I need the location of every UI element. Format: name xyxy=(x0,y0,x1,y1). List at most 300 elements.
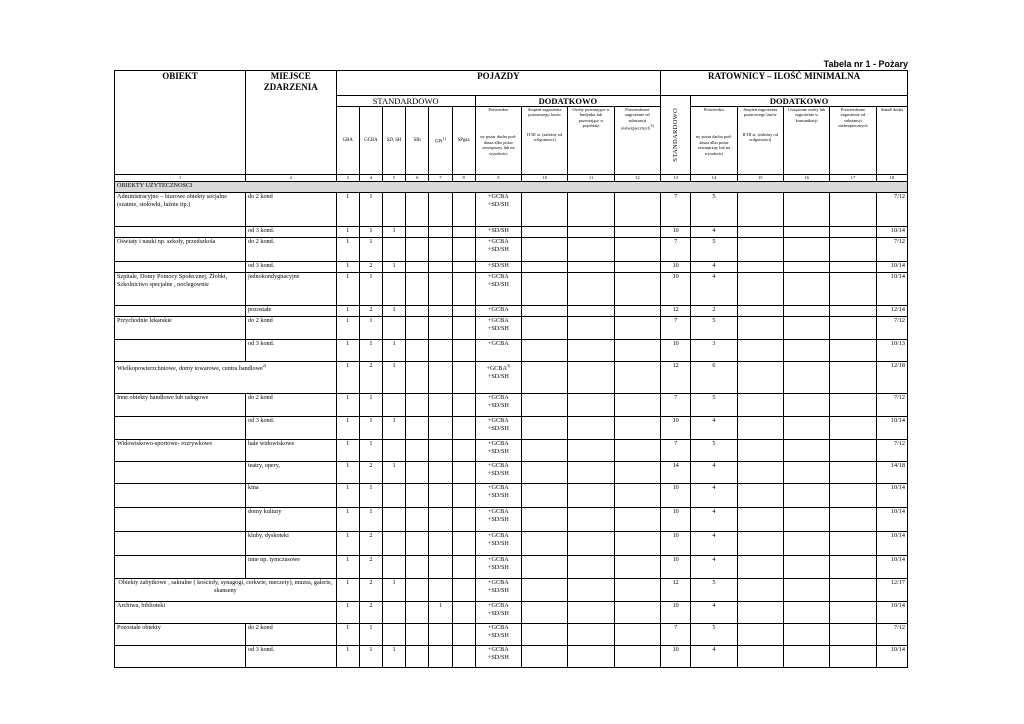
gpr-cell xyxy=(429,417,452,440)
spgaz-cell xyxy=(452,193,475,227)
empty-cell xyxy=(522,362,568,394)
gcba-cell: 1 xyxy=(359,440,382,462)
additional-rescuers-cell: 5 xyxy=(691,440,737,462)
standard-rescuers-cell: 7 xyxy=(661,440,691,462)
empty-cell xyxy=(614,262,660,273)
standard-rescuers-cell: 10 xyxy=(661,602,691,624)
column-number: 16 xyxy=(783,175,829,182)
empty-cell xyxy=(614,238,660,262)
empty-cell xyxy=(737,556,783,579)
srt-cell xyxy=(406,624,429,646)
header-stand-dodat: Stand/ dodat xyxy=(876,107,907,175)
dodatkowo-vehicles-cell: +GCBA +SD/SH xyxy=(475,193,521,227)
empty-cell xyxy=(783,624,829,646)
gcba-cell: 2 xyxy=(359,462,382,484)
miejsce-cell: od 3 kond. xyxy=(245,417,336,440)
gpr-cell xyxy=(429,262,452,273)
obiekt-cell xyxy=(115,340,246,362)
empty-cell xyxy=(737,394,783,417)
section-row xyxy=(115,182,908,193)
standard-rescuers-cell: 7 xyxy=(661,624,691,646)
additional-rescuers-cell: 4 xyxy=(691,227,737,238)
column-number: 9 xyxy=(475,175,521,182)
empty-cell xyxy=(614,508,660,532)
gcba-cell: 1 xyxy=(359,508,382,532)
empty-cell xyxy=(830,462,876,484)
gcba-cell: 2 xyxy=(359,262,382,273)
column-number: 3 xyxy=(336,175,359,182)
spgaz-cell xyxy=(452,484,475,508)
additional-rescuers-cell: 4 xyxy=(691,462,737,484)
additional-rescuers-cell: 5 xyxy=(691,579,737,602)
obiekt-cell: Oświaty i nauki np. szkoły, przedszkola xyxy=(115,238,246,262)
gpr-cell xyxy=(429,362,452,394)
empty-cell xyxy=(568,602,614,624)
empty-cell xyxy=(522,508,568,532)
header-stopien-zagrozenia: Stopień zagrożenia pożarowego lasów II-III st. (zależny od wilgotności) xyxy=(522,107,568,175)
column-number: 18 xyxy=(876,175,907,182)
header-spgaz: SPgaz xyxy=(452,107,475,175)
gba-cell: 1 xyxy=(336,602,359,624)
empty-cell xyxy=(783,462,829,484)
empty-cell xyxy=(568,394,614,417)
column-number: 10 xyxy=(522,175,568,182)
gcba-cell: 1 xyxy=(359,624,382,646)
empty-cell xyxy=(830,317,876,340)
srt-cell xyxy=(406,579,429,602)
empty-cell xyxy=(522,238,568,262)
empty-cell xyxy=(522,317,568,340)
empty-cell xyxy=(737,462,783,484)
empty-cell xyxy=(568,624,614,646)
stand-dodat-cell: 7/12 xyxy=(876,317,907,340)
empty-cell xyxy=(830,262,876,273)
empty-cell xyxy=(830,579,876,602)
obiekt-cell: Administracyjno – biurowe obiekty socjalne (szatnie, stołówki, łaźnie itp.) xyxy=(115,193,246,227)
additional-rescuers-cell: 4 xyxy=(691,532,737,556)
empty-cell xyxy=(522,462,568,484)
sd-sh-cell: 1 xyxy=(382,646,405,668)
column-number: 11 xyxy=(568,175,614,182)
empty-cell xyxy=(783,556,829,579)
sd-sh-cell: 1 xyxy=(382,262,405,273)
stand-dodat-cell: 10/14 xyxy=(876,262,907,273)
additional-rescuers-cell: 2 xyxy=(691,306,737,317)
dodatkowo-vehicles-cell: +GCBA +SD/SH xyxy=(475,556,521,579)
table-row xyxy=(115,556,908,579)
gba-cell: 1 xyxy=(336,556,359,579)
dodatkowo-vehicles-cell: +GCBA +SD/SH xyxy=(475,579,521,602)
gpr-cell xyxy=(429,440,452,462)
spgaz-cell xyxy=(452,646,475,668)
standard-rescuers-cell: 7 xyxy=(661,193,691,227)
header-sd-sh: SD, SH xyxy=(382,107,405,175)
srt-cell xyxy=(406,193,429,227)
dodatkowo-vehicles-cell: +GCBA +SD/SH xyxy=(475,624,521,646)
sd-sh-cell xyxy=(382,624,405,646)
additional-rescuers-cell: 4 xyxy=(691,646,737,668)
table-row xyxy=(115,227,908,238)
header-miejsce: MIEJSCE ZDARZENIA xyxy=(245,71,336,175)
obiekt-cell: Przychodnie lekarskie xyxy=(115,317,246,340)
empty-cell xyxy=(783,238,829,262)
srt-cell xyxy=(406,238,429,262)
gba-cell: 1 xyxy=(336,227,359,238)
obiekt-cell: Szpitale, Domy Pomocy Społecznej, Żłobki, Szkolnictwo specjalne , noclegownie xyxy=(115,273,246,306)
dodatkowo-vehicles-cell: $+GCBA^{3)}$ +SD/SH xyxy=(475,362,521,394)
column-number: 13 xyxy=(661,175,691,182)
additional-rescuers-cell: 5 xyxy=(691,624,737,646)
dodatkowo-vehicles-cell: +GCBA +SD/SH xyxy=(475,462,521,484)
obiekt-cell: Wielkopowierzchniowe, domy towarowe, centra handlowe$^{2)}$ xyxy=(115,362,337,394)
header-rat-stopien: Stopień zagrożenia pożarowego lasów II-III st. (zależny od wilgotności) xyxy=(737,107,783,175)
empty-cell xyxy=(522,556,568,579)
miejsce-cell: kina xyxy=(245,484,336,508)
empty-cell xyxy=(737,508,783,532)
table-row xyxy=(115,417,908,440)
stand-dodat-cell: 10/13 xyxy=(876,340,907,362)
sd-sh-cell: 1 xyxy=(382,417,405,440)
obiekt-cell xyxy=(115,508,246,532)
empty-cell xyxy=(830,602,876,624)
sd-sh-cell: 1 xyxy=(382,362,405,394)
empty-cell xyxy=(737,602,783,624)
sd-sh-cell xyxy=(382,484,405,508)
empty-cell xyxy=(522,484,568,508)
empty-cell xyxy=(568,227,614,238)
obiekt-cell: Archiwa, biblioteki xyxy=(115,602,337,624)
empty-cell xyxy=(783,340,829,362)
table-caption: Tabela nr 1 - Pożary xyxy=(823,59,908,69)
standard-rescuers-cell: 7 xyxy=(661,317,691,340)
gba-cell: 1 xyxy=(336,624,359,646)
header-rat-pozar-dachu: Potwierdzo ny pożar dachu pod-dasza albo pożar zewnętrzny lub na wysokości xyxy=(691,107,737,175)
additional-rescuers-cell: 3 xyxy=(691,340,737,362)
standard-rescuers-cell: 10 xyxy=(661,417,691,440)
standard-rescuers-cell: 10 xyxy=(661,273,691,306)
spgaz-cell xyxy=(452,394,475,417)
stand-dodat-cell: 12/18 xyxy=(876,362,907,394)
header-pozar-dachu: Potwierdzo ny pożar dachu pod-dasza albo pożar zewnętrzny lub na wysokości xyxy=(475,107,521,175)
gpr-cell xyxy=(429,508,452,532)
stand-dodat-cell: 7/12 xyxy=(876,440,907,462)
additional-rescuers-cell: 4 xyxy=(691,273,737,306)
gpr-cell xyxy=(429,340,452,362)
sd-sh-cell xyxy=(382,394,405,417)
empty-cell xyxy=(568,306,614,317)
table-row xyxy=(115,462,908,484)
spgaz-cell xyxy=(452,273,475,306)
sd-sh-cell: 1 xyxy=(382,340,405,362)
stand-dodat-cell: 7/12 xyxy=(876,624,907,646)
additional-rescuers-cell: 6 xyxy=(691,362,737,394)
dodatkowo-vehicles-cell: +GCBA +SD/SH xyxy=(475,508,521,532)
dodatkowo-vehicles-cell: +GCBA +SD/SH xyxy=(475,317,521,340)
empty-cell xyxy=(568,238,614,262)
gcba-cell: 2 xyxy=(359,532,382,556)
empty-cell xyxy=(783,532,829,556)
fire-response-table xyxy=(114,70,908,668)
obiekt-cell xyxy=(115,646,246,668)
empty-cell xyxy=(522,602,568,624)
srt-cell xyxy=(406,508,429,532)
empty-cell xyxy=(737,417,783,440)
obiekt-cell: Obiekty zabytkowe , sakralne ( kościoły, synagogi, cerkwie, meczety), muzea, galerie, skanseny xyxy=(115,579,337,602)
empty-cell xyxy=(830,394,876,417)
miejsce-cell: jednokondygnacyjne xyxy=(245,273,336,306)
sd-sh-cell xyxy=(382,273,405,306)
header-standardowo: STANDARDOWO xyxy=(336,96,475,107)
empty-cell xyxy=(783,602,829,624)
additional-rescuers-cell: 4 xyxy=(691,556,737,579)
gba-cell: 1 xyxy=(336,238,359,262)
empty-cell xyxy=(737,440,783,462)
miejsce-cell: domy kultury xyxy=(245,508,336,532)
spgaz-cell xyxy=(452,238,475,262)
obiekt-cell xyxy=(115,417,246,440)
stand-dodat-cell: 10/14 xyxy=(876,556,907,579)
empty-cell xyxy=(737,193,783,227)
obiekt-cell xyxy=(115,462,246,484)
empty-cell xyxy=(614,532,660,556)
empty-cell xyxy=(830,340,876,362)
dodatkowo-vehicles-cell: +GCBA +SD/SH xyxy=(475,646,521,668)
srt-cell xyxy=(406,602,429,624)
empty-cell xyxy=(522,440,568,462)
gcba-cell: 1 xyxy=(359,340,382,362)
header-obiekt: OBIEKT xyxy=(115,71,246,175)
obiekt-cell xyxy=(115,484,246,508)
gba-cell: 1 xyxy=(336,193,359,227)
miejsce-cell: do 2 kond xyxy=(245,193,336,227)
empty-cell xyxy=(830,508,876,532)
column-number-row xyxy=(115,175,908,182)
empty-cell xyxy=(568,532,614,556)
header-rat-uwiezione: Uwięzione osoby lub zagrożenie w komunikacji xyxy=(783,107,829,175)
gpr-cell xyxy=(429,317,452,340)
empty-cell xyxy=(614,556,660,579)
empty-cell xyxy=(614,193,660,227)
gba-cell: 1 xyxy=(336,646,359,668)
gpr-cell xyxy=(429,238,452,262)
empty-cell xyxy=(737,362,783,394)
dodatkowo-vehicles-cell: +GCBA +SD/SH xyxy=(475,602,521,624)
gba-cell: 1 xyxy=(336,579,359,602)
srt-cell xyxy=(406,394,429,417)
empty-cell xyxy=(568,646,614,668)
empty-cell xyxy=(614,602,660,624)
empty-cell xyxy=(568,273,614,306)
standard-rescuers-cell: 10 xyxy=(661,340,691,362)
stand-dodat-cell: 12/14 xyxy=(876,306,907,317)
empty-cell xyxy=(568,462,614,484)
miejsce-cell: hale widowiskowe xyxy=(245,440,336,462)
srt-cell xyxy=(406,532,429,556)
empty-cell xyxy=(614,340,660,362)
empty-cell xyxy=(568,417,614,440)
miejsce-cell: kluby, dyskoteki xyxy=(245,532,336,556)
gcba-cell: 1 xyxy=(359,317,382,340)
additional-rescuers-cell: 5 xyxy=(691,238,737,262)
additional-rescuers-cell: 4 xyxy=(691,602,737,624)
srt-cell xyxy=(406,306,429,317)
miejsce-cell: od 3 kond. xyxy=(245,262,336,273)
spgaz-cell xyxy=(452,532,475,556)
stand-dodat-cell: 10/14 xyxy=(876,227,907,238)
empty-cell xyxy=(783,306,829,317)
sd-sh-cell xyxy=(382,556,405,579)
standard-rescuers-cell: 12 xyxy=(661,306,691,317)
empty-cell xyxy=(614,624,660,646)
obiekt-cell xyxy=(115,532,246,556)
gpr-cell xyxy=(429,624,452,646)
dodatkowo-vehicles-cell: +SD/SH xyxy=(475,262,521,273)
gpr-cell xyxy=(429,193,452,227)
srt-cell xyxy=(406,646,429,668)
gcba-cell: 1 xyxy=(359,484,382,508)
additional-rescuers-cell: 5 xyxy=(691,317,737,340)
dodatkowo-vehicles-cell: +GCBA +SD/SH xyxy=(475,394,521,417)
empty-cell xyxy=(783,227,829,238)
empty-cell xyxy=(783,262,829,273)
obiekt-cell: Pozostałe obiekty xyxy=(115,624,246,646)
empty-cell xyxy=(568,193,614,227)
sd-sh-cell xyxy=(382,440,405,462)
gba-cell: 1 xyxy=(336,306,359,317)
stand-dodat-cell: 7/12 xyxy=(876,193,907,227)
dodatkowo-vehicles-cell: +GCBA xyxy=(475,340,521,362)
standard-rescuers-cell: 10 xyxy=(661,646,691,668)
empty-cell xyxy=(830,646,876,668)
column-number: 17 xyxy=(830,175,876,182)
empty-cell xyxy=(830,624,876,646)
gpr-cell xyxy=(429,306,452,317)
srt-cell xyxy=(406,262,429,273)
gpr-cell: 1 xyxy=(429,602,452,624)
empty-cell xyxy=(737,317,783,340)
empty-cell xyxy=(737,273,783,306)
table-row xyxy=(115,532,908,556)
dodatkowo-vehicles-cell: +SD/SH xyxy=(475,227,521,238)
gba-cell: 1 xyxy=(336,440,359,462)
additional-rescuers-cell: 4 xyxy=(691,484,737,508)
empty-cell xyxy=(568,362,614,394)
standard-rescuers-cell: 12 xyxy=(661,579,691,602)
header-standardowo-vertical: STANDARDOWO xyxy=(661,96,691,175)
header-dodatkowo: DODATKOWO xyxy=(475,96,660,107)
empty-cell xyxy=(830,417,876,440)
empty-cell xyxy=(737,306,783,317)
sd-sh-cell xyxy=(382,532,405,556)
column-number: 4 xyxy=(359,175,382,182)
additional-rescuers-cell: 4 xyxy=(691,262,737,273)
empty-cell xyxy=(522,273,568,306)
gcba-cell: 1 xyxy=(359,394,382,417)
spgaz-cell xyxy=(452,602,475,624)
empty-cell xyxy=(568,484,614,508)
empty-cell xyxy=(737,624,783,646)
header-gpr: GPr$^{1)}$ xyxy=(429,107,452,175)
header-pojazdy: POJAZDY xyxy=(336,71,660,96)
gba-cell: 1 xyxy=(336,273,359,306)
empty-cell xyxy=(568,440,614,462)
empty-cell xyxy=(783,317,829,340)
empty-cell xyxy=(783,579,829,602)
empty-cell xyxy=(737,340,783,362)
empty-cell xyxy=(783,440,829,462)
obiekt-cell xyxy=(115,262,246,273)
stand-dodat-cell: 12/17 xyxy=(876,579,907,602)
standard-rescuers-cell: 7 xyxy=(661,238,691,262)
table-row xyxy=(115,238,908,262)
header-osoby-pozostajace: Osoby pozostające w budynku lub pozostające w pojeździe xyxy=(568,107,614,175)
column-number: 14 xyxy=(691,175,737,182)
srt-cell xyxy=(406,440,429,462)
stand-dodat-cell: 10/14 xyxy=(876,417,907,440)
dodatkowo-vehicles-cell: +GCBA +SD/SH xyxy=(475,532,521,556)
table-row xyxy=(115,193,908,227)
srt-cell xyxy=(406,417,429,440)
empty-cell xyxy=(783,193,829,227)
sd-sh-cell: 1 xyxy=(382,306,405,317)
standard-rescuers-cell: 12 xyxy=(661,362,691,394)
additional-rescuers-cell: 4 xyxy=(691,417,737,440)
empty-cell xyxy=(830,484,876,508)
dodatkowo-vehicles-cell: +GCBA +SD/SH xyxy=(475,484,521,508)
spgaz-cell xyxy=(452,579,475,602)
empty-cell xyxy=(783,417,829,440)
gpr-cell xyxy=(429,273,452,306)
gcba-cell: 1 xyxy=(359,227,382,238)
standard-rescuers-cell: 10 xyxy=(661,532,691,556)
gcba-cell: 1 xyxy=(359,238,382,262)
sd-sh-cell xyxy=(382,193,405,227)
spgaz-cell xyxy=(452,417,475,440)
gba-cell: 1 xyxy=(336,508,359,532)
miejsce-cell: teatry, opery, xyxy=(245,462,336,484)
table-row xyxy=(115,362,908,394)
table-row xyxy=(115,579,908,602)
empty-cell xyxy=(522,624,568,646)
empty-cell xyxy=(522,579,568,602)
obiekt-cell xyxy=(115,306,246,317)
gcba-cell: 2 xyxy=(359,556,382,579)
table-row xyxy=(115,306,908,317)
miejsce-cell: od 3 kond. xyxy=(245,227,336,238)
miejsce-cell: do 2 kond xyxy=(245,624,336,646)
srt-cell xyxy=(406,340,429,362)
gcba-cell: 1 xyxy=(359,646,382,668)
spgaz-cell xyxy=(452,624,475,646)
empty-cell xyxy=(783,273,829,306)
srt-cell xyxy=(406,462,429,484)
stand-dodat-cell: 10/14 xyxy=(876,602,907,624)
miejsce-cell: do 2 kond xyxy=(245,317,336,340)
empty-cell xyxy=(568,579,614,602)
gpr-cell xyxy=(429,462,452,484)
gcba-cell: 2 xyxy=(359,362,382,394)
empty-cell xyxy=(830,362,876,394)
column-number: 7 xyxy=(429,175,452,182)
empty-cell xyxy=(830,306,876,317)
table-row xyxy=(115,646,908,668)
gpr-cell xyxy=(429,532,452,556)
empty-cell xyxy=(783,484,829,508)
empty-cell xyxy=(614,646,660,668)
srt-cell xyxy=(406,556,429,579)
dodatkowo-vehicles-cell: +GCBA +SD/SH xyxy=(475,417,521,440)
table-row xyxy=(115,317,908,340)
